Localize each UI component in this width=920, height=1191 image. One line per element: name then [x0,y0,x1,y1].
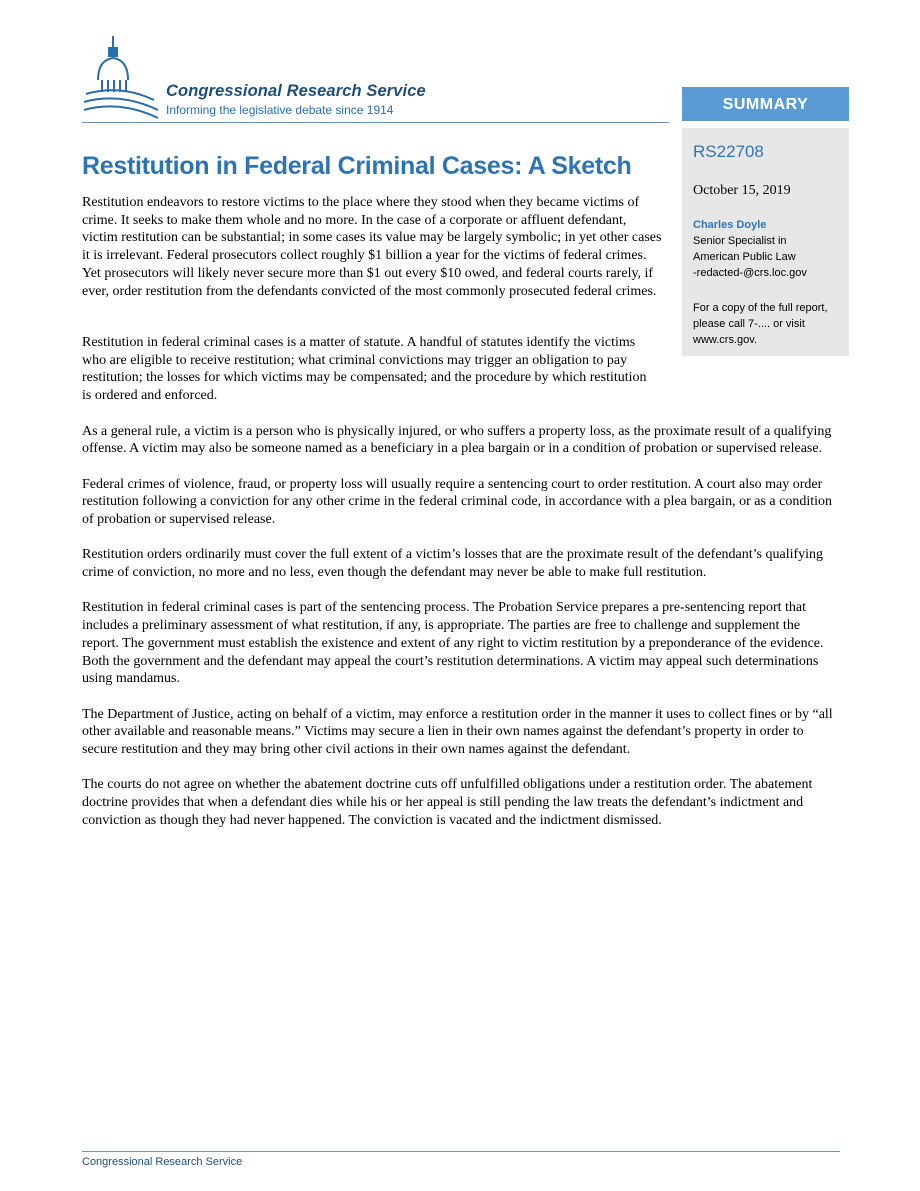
report-number: RS22708 [693,142,764,161]
header-divider [82,122,669,123]
sidebar-wrap-spacer [658,334,838,374]
paragraph-abatement: The courts do not agree on whether the abatement doctrine cuts off unfulfilled obligations under a restitution order. The abatement doctrine provides that when a defendant dies while his or her appeal is still pending the law treats the defendant’s indictment and conviction as though they had never happened. The conviction is vacated and the indictment dismissed. [82,777,813,828]
author-block [693,217,853,281]
paragraph-crimes: Federal crimes of violence, fraud, or property loss will usually require a sentencing court to order restitution. A court also may order restitution following a conviction for any other crime in the federal criminal code, in accordance with a plea bargain, or as a condition of probation or supervised release. [82,476,833,527]
footer-divider [82,1151,840,1152]
paragraph-intro: Restitution endeavors to restore victims to the place where they stood when they became victims of crime. It seeks to make them whole and no more. In the case of a corporate or affluent defendant, victim restitution can be substantial; in some cases its value may be largely symbolic; in yet other cases it is irrelevant. Federal prosecutors collect roughly $1 billion a year for the victims of federal crimes. Yet prosecutors will likely never secure more than $1 out every $10 owed, and federal courts rarely, if ever, order restitution from the defendants convicted of the most commonly prosecuted federal crimes. [82,195,662,299]
org-tagline: Informing the legislative debate since 1914 [166,103,394,117]
paragraph-statute: Restitution in federal criminal cases is a matter of statute. A handful of statutes identify the victims who are eligible to receive restitution; what criminal convictions may trigger an obligation to pay restitution; the losses for which victims may be compensated; and the procedure by which restitution is ordered and enforced. [82,335,647,404]
org-name: Congressional Research Service [166,82,426,100]
footer-text: Congressional Research Service [82,1156,243,1168]
report-date: October 15, 2019 [693,183,791,198]
author-title: Senior Specialist in [693,235,787,247]
author-email[interactable]: -redacted-@crs.loc.gov [693,267,807,279]
paragraph-sentencing: Restitution in federal criminal cases is part of the sentencing process. The Probation Service prepares a pre-sentencing report that includes a preliminary assessment of what restitution, if any, is appropriate. The parties are free to challenge and supplement the report. The government must establish the existence and extent of any right to victim restitution by a preponderance of the evidence. Both the government and the defendant may appeal the court’s restitution determinations. A victim may appeal such determinations using mandamus. [82,600,824,687]
author-name[interactable]: Charles Doyle [693,219,767,231]
report-body [82,334,838,847]
copy-note: For a copy of the full report, please call 7-.... or visit www.crs.gov. [693,302,828,346]
summary-heading: SUMMARY [682,87,849,121]
capitol-dome-icon [82,34,164,122]
paragraph-enforcement: The Department of Justice, acting on behalf of a victim, may enforce a restitution order in the manner it uses to collect fines or by “all other available and reasonable means.” Victims may secure a lien in their own names against the defendant’s property in order to secure restitution and they may bring other civil actions in their own names against the defendant. [82,706,833,758]
author-field: American Public Law [693,251,796,263]
summary-sidebar [682,128,849,356]
crs-logo [82,34,482,122]
paragraph-full-extent: Restitution orders ordinarily must cover the full extent of a victim’s losses that are the proximate result of the defendant’s qualifying crime of conviction, no more and no less, even though the defendant may never be able to make full restitution. [82,547,824,581]
report-title: Restitution in Federal Criminal Cases: A Sketch [82,152,632,180]
paragraph-victim-definition: As a general rule, a victim is a person who is physically injured, or who suffers a property loss, as the proximate result of a qualifying offense. A victim may also be someone named as a beneficiary in a plea bargain or in a condition of probation or supervised release. [82,423,832,457]
